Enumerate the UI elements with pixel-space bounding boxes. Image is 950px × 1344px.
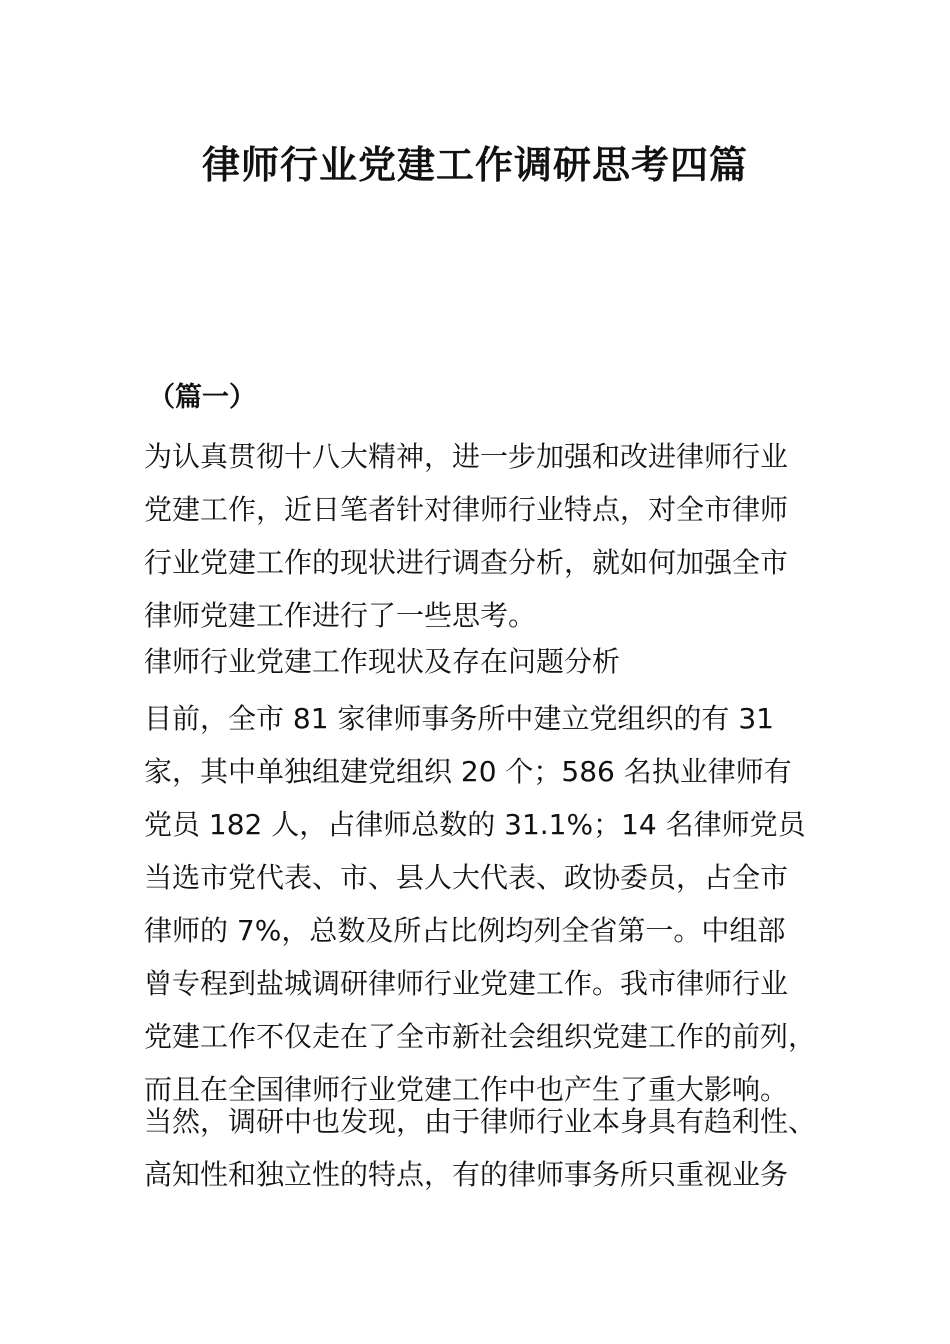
paragraph-line: 行业党建工作的现状进行调查分析，就如何加强全市 — [144, 546, 789, 579]
paragraph-line: 当然，调研中也发现，由于律师行业本身具有趋利性、 — [144, 1105, 817, 1138]
section-label: （篇一） — [148, 382, 256, 413]
paragraph-line: 党建工作不仅走在了全市新社会组织党建工作的前列， — [144, 1020, 817, 1053]
document-title: 律师行业党建工作调研思考四篇 — [201, 143, 748, 187]
section-subheading — [144, 635, 834, 688]
paragraph-line: 当选市党代表、市、县人大代表、政协委员，占全市 — [144, 861, 789, 894]
paragraph-intro — [144, 430, 834, 642]
paragraph-line: 高知性和独立性的特点，有的律师事务所只重视业务 — [144, 1158, 789, 1191]
paragraph-line: 党员 182 人，占律师总数的 31.1%；14 名律师党员 — [144, 808, 806, 841]
subheading-text: 律师行业党建工作现状及存在问题分析 — [144, 645, 621, 678]
paragraph-issues — [144, 1095, 834, 1201]
paragraph-status — [144, 692, 834, 1116]
paragraph-line: 曾专程到盐城调研律师行业党建工作。我市律师行业 — [144, 967, 789, 1000]
paragraph-line: 目前，全市 81 家律师事务所中建立党组织的有 31 — [144, 702, 774, 735]
paragraph-line: 家，其中单独组建党组织 20 个；586 名执业律师有 — [144, 755, 792, 788]
paragraph-line: 律师党建工作进行了一些思考。 — [144, 599, 537, 632]
paragraph-line: 而且在全国律师行业党建工作中也产生了重大影响。 — [144, 1073, 789, 1106]
paragraph-line: 党建工作，近日笔者针对律师行业特点，对全市律师 — [144, 493, 789, 526]
paragraph-line: 律师的 7%，总数及所占比例均列全省第一。中组部 — [144, 914, 786, 947]
paragraph-line: 为认真贯彻十八大精神，进一步加强和改进律师行业 — [144, 440, 789, 473]
